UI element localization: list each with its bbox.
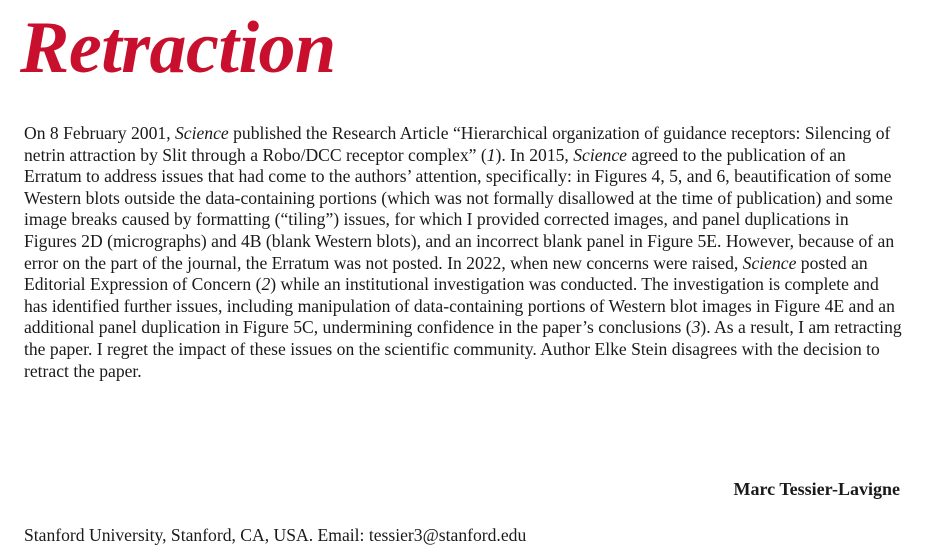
italic-text-segment: 3	[691, 317, 701, 338]
page-title: Retraction	[20, 7, 336, 89]
italic-text-segment: Science	[742, 252, 797, 273]
text-segment: published the Research Article “Hierarchical organization of guidance receptors: Silencing of netrin attraction by Slit through a Robo/DCC receptor complex” (	[24, 123, 891, 165]
author-affiliation: Stanford University, Stanford, CA, USA. Email: tessier3@stanford.edu	[24, 525, 527, 545]
text-segment: agreed to the publication of an Erratum to address issues that had come to the authors’ attention, specifically: in Figures 4, 5, and 6, beautification of some Western blots outside the data-containing portions (which was not formally disallowed at the time of publication) and some image breaks caused by formatting (“tiling”) issues, for which I provided corrected images, and panel duplications in Figures 2D (micrographs) and 4B (blank Western blots), and an incorrect blank panel in Figure 5E. However, because of an error on the part of the journal, the Erratum was not posted. In 2022, when new concerns were raised,	[24, 144, 895, 273]
italic-text-segment: 1	[486, 144, 496, 165]
text-segment: posted an Editorial Expression of Concern (	[24, 252, 868, 295]
italic-text-segment: Science	[573, 144, 627, 165]
text-segment: ). As a result, I am retracting the paper. I regret the impact of these issues on the scientific community. Author Elke Stein disagrees with the decision to retract the paper.	[24, 317, 902, 381]
italic-text-segment: Science	[175, 123, 229, 143]
retraction-body	[24, 123, 904, 382]
text-segment: On 8 February 2001,	[24, 123, 175, 143]
text-segment: ). In 2015,	[495, 144, 574, 165]
text-segment: ) while an institutional investigation was conducted. The investigation is complete and has identified further issues, including manipulation of data-containing portions of Western blot images in Figure 4E and an additional panel duplication in Figure 5C, undermining confidence in the paper’s conclusions (	[24, 274, 895, 338]
italic-text-segment: 2	[261, 274, 271, 295]
author-name: Marc Tessier-Lavigne	[733, 479, 900, 499]
